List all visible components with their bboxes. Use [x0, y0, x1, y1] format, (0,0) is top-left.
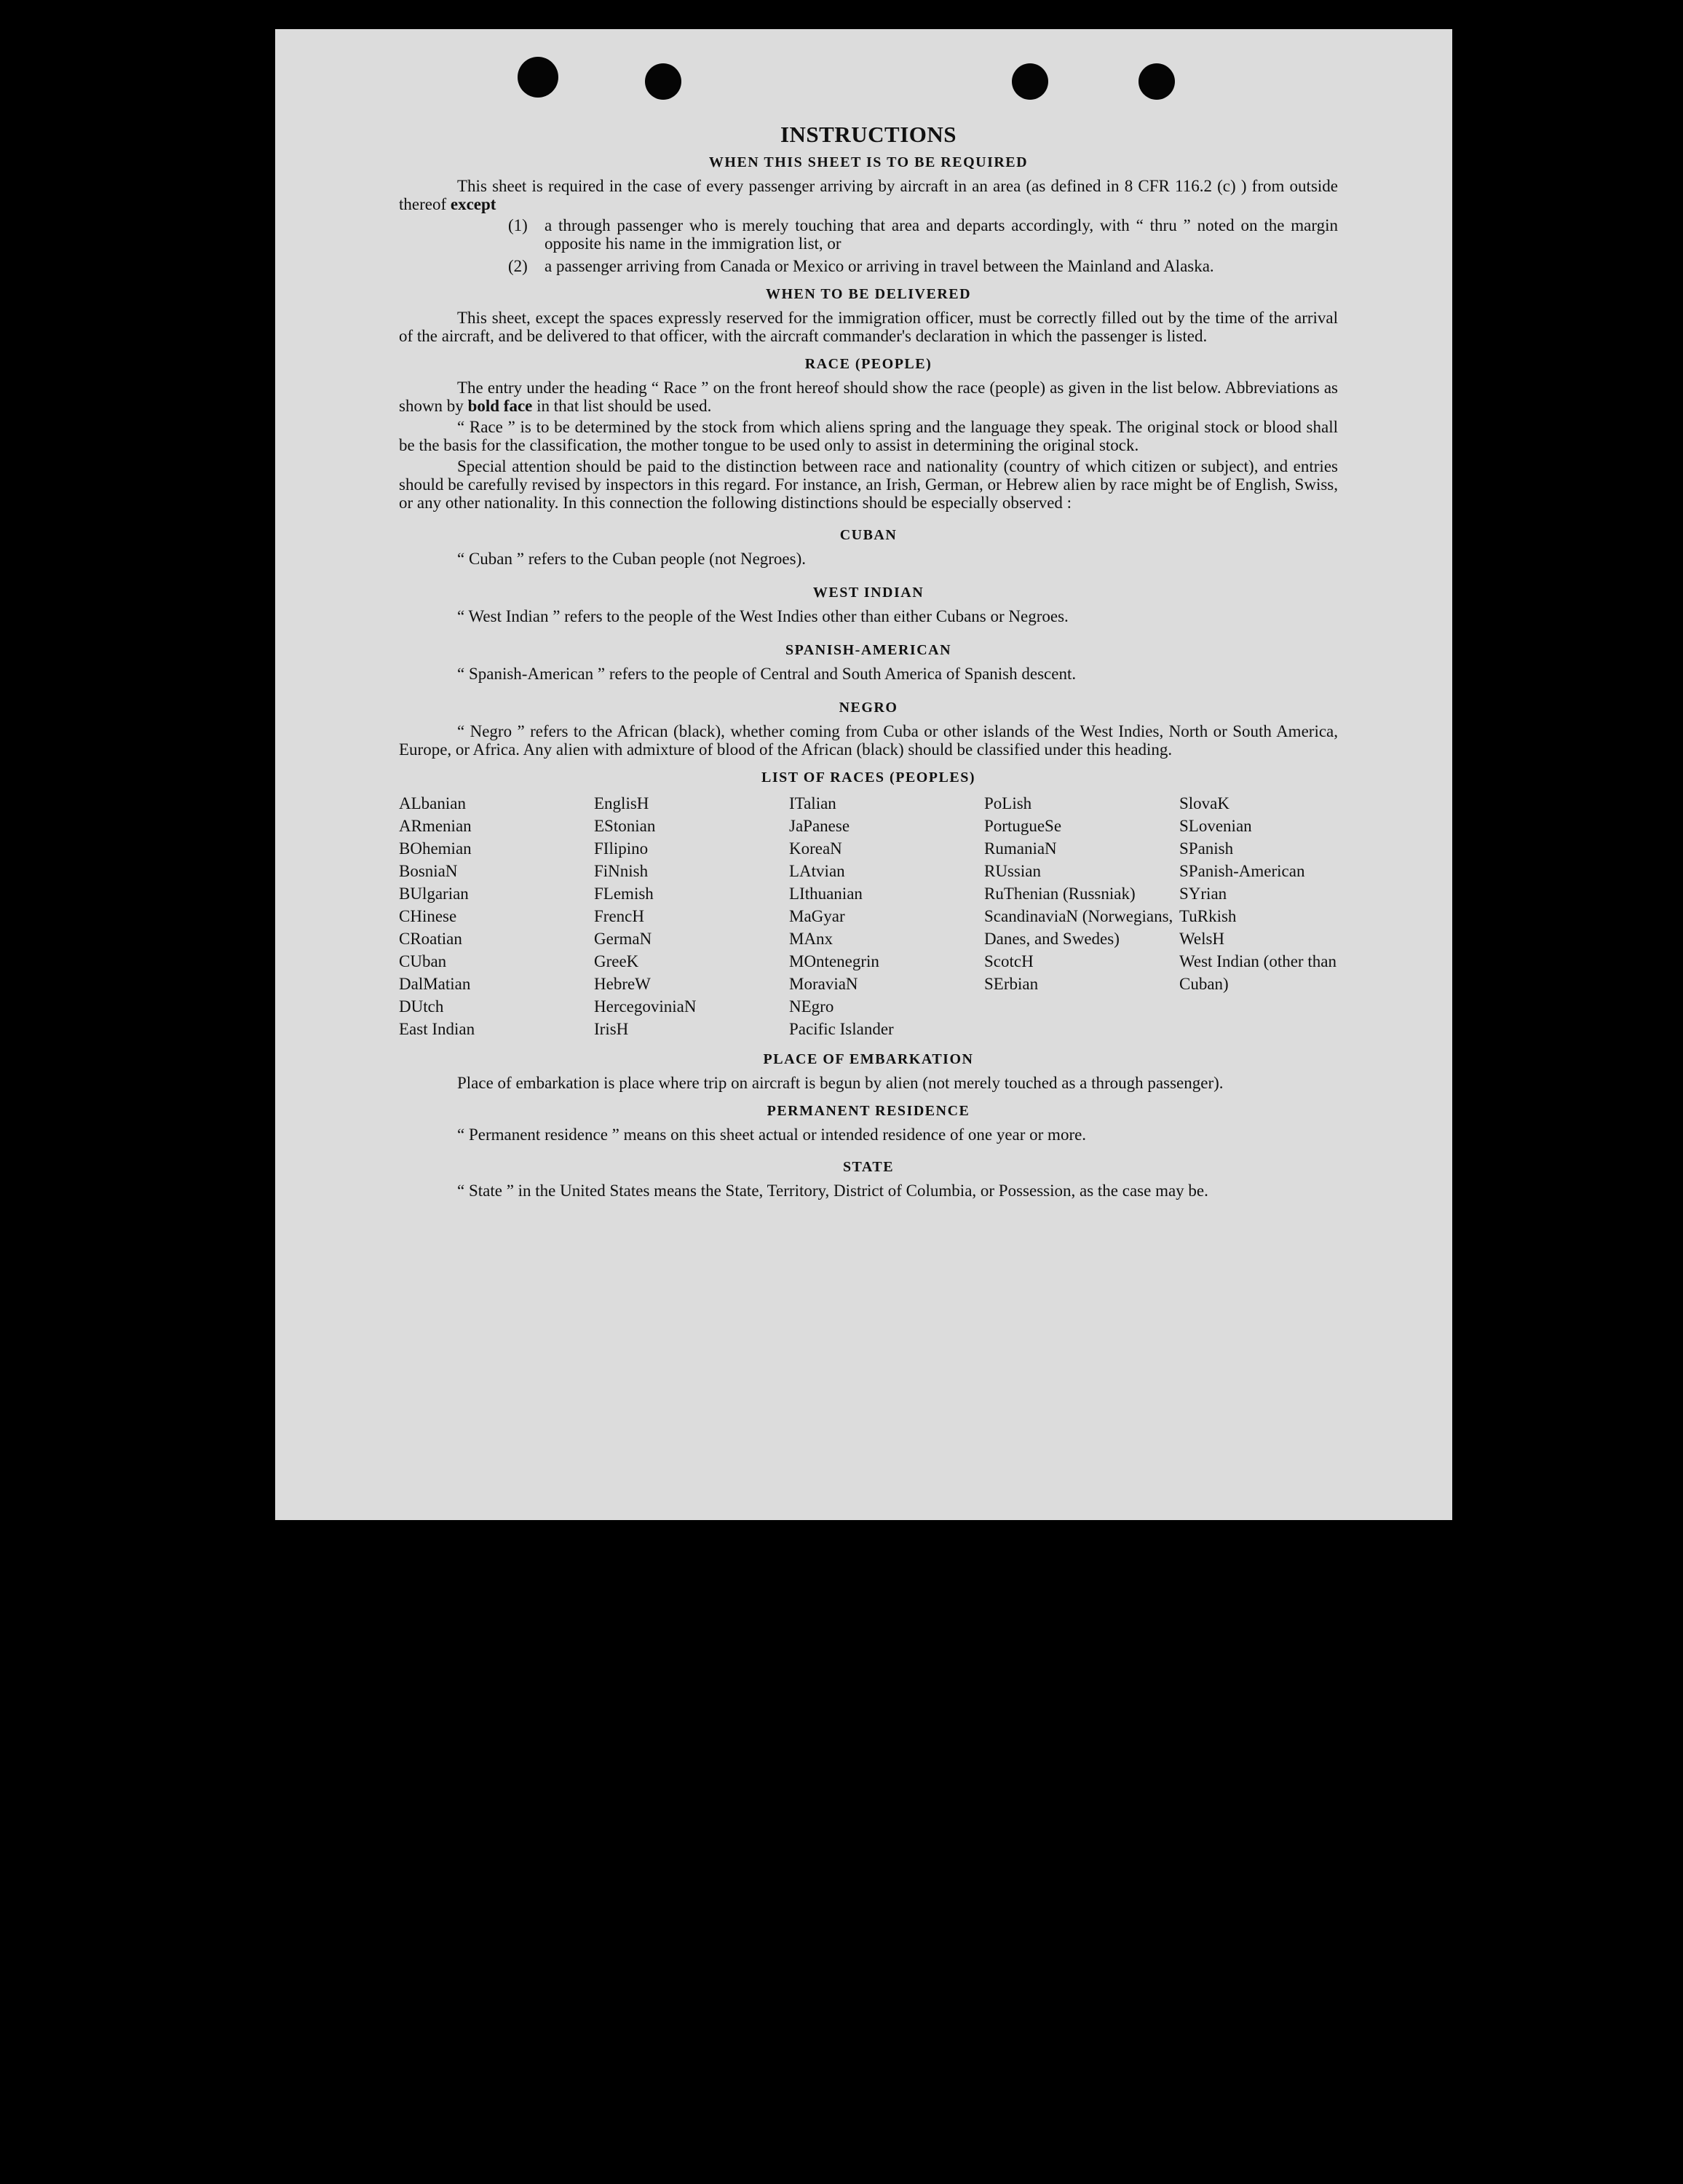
document-sheet: [275, 29, 1452, 1520]
list-item: [508, 216, 1338, 253]
punch-hole: [1012, 63, 1048, 100]
race-bold: bold face: [467, 397, 533, 415]
section-heading: RACE (PEOPLE): [804, 356, 932, 372]
races-list: [399, 792, 1338, 1040]
race-entry: ITalian: [789, 794, 836, 812]
section-heading: PLACE OF EMBARKATION: [763, 1051, 974, 1067]
race-entry: RuThenian (Russniak): [984, 885, 1136, 903]
race-entry: BosniaN: [399, 862, 458, 880]
race-entry: SLovenian: [1179, 817, 1252, 835]
paragraph: [399, 177, 1338, 213]
race-entry: FiNnish: [594, 862, 649, 880]
race-entry: MaGyar: [789, 907, 845, 925]
required-except: except: [450, 195, 496, 213]
section-heading: WHEN THIS SHEET IS TO BE REQUIRED: [708, 154, 1029, 170]
race-entry: NEgro: [789, 997, 834, 1016]
section-heading: NEGRO: [839, 700, 898, 716]
races-column-5: [1179, 792, 1374, 1040]
race-entry: ScandinaviaN (Norwegians, Danes, and Swedes): [984, 907, 1173, 948]
item-number: (1): [508, 216, 528, 234]
paragraph: “ State ” in the United States means the State, Territory, District of Columbia, or Possession, as the case may be.: [457, 1182, 1208, 1200]
race-text-b: in that list should be used.: [536, 397, 712, 415]
section-heading: SPANISH-AMERICAN: [785, 642, 952, 658]
punch-hole: [518, 57, 558, 98]
race-entry: IrisH: [594, 1020, 629, 1038]
race-entry: ScotcH: [984, 952, 1034, 970]
paragraph: [399, 379, 1338, 415]
instructions-content: [399, 122, 1338, 1203]
race-entry: DUtch: [399, 997, 444, 1016]
required-intro: This sheet is required in the case of every passenger arriving by aircraft in an area (as defined in 8 CFR 116.2 (c) ) from outside thereof: [399, 177, 1338, 213]
paragraph: “ Permanent residence ” means on this sheet actual or intended residence of one year or more.: [457, 1125, 1087, 1144]
punch-hole: [1138, 63, 1175, 100]
race-entry: SPanish: [1179, 839, 1234, 858]
races-column-1: [399, 792, 594, 1040]
race-entry: MOntenegrin: [789, 952, 879, 970]
race-entry: WelsH: [1179, 930, 1225, 948]
races-column-4: [984, 792, 1179, 1040]
race-entry: EnglisH: [594, 794, 649, 812]
race-entry: BOhemian: [399, 839, 472, 858]
paragraph: This sheet, except the spaces expressly reserved for the immigration officer, must be correctly filled out by the time of the arrival of the aircraft, and be delivered to that officer, with the aircraft commander's declaration in which the passenger is listed.: [399, 309, 1338, 345]
race-entry: ARmenian: [399, 817, 472, 835]
race-entry: MoraviaN: [789, 975, 858, 993]
race-entry: CHinese: [399, 907, 457, 925]
race-entry: HebreW: [594, 975, 651, 993]
punch-hole: [645, 63, 681, 100]
paragraph: “ Race ” is to be determined by the stock from which aliens spring and the language they speak. The original stock or blood shall be the basis for the classification, the mother tongue to be used only to assist in determining the original stock.: [399, 418, 1338, 454]
section-heading: STATE: [842, 1159, 895, 1175]
race-entry: JaPanese: [789, 817, 850, 835]
race-entry: ALbanian: [399, 794, 466, 812]
page-title: INSTRUCTIONS: [780, 122, 957, 147]
paragraph: “ Spanish-American ” refers to the people of Central and South America of Spanish descent.: [457, 665, 1077, 683]
section-heading: CUBAN: [839, 527, 898, 543]
paragraph: “ Cuban ” refers to the Cuban people (not Negroes).: [457, 550, 807, 568]
race-entry: East Indian: [399, 1020, 475, 1038]
item-text: a through passenger who is merely touching that area and departs accordingly, with “ thru ” noted on the margin opposite his name in the immigration list, or: [544, 216, 1338, 253]
race-entry: HercegoviniaN: [594, 997, 697, 1016]
section-heading: WEST INDIAN: [812, 585, 924, 601]
race-entry: RUssian: [984, 862, 1041, 880]
race-entry: PoLish: [984, 794, 1032, 812]
race-text-a: The entry under the heading “ Race ” on the front hereof should show the race (people) as given in the list below. Abbreviations as shown by: [399, 379, 1338, 415]
race-entry: Pacific Islander: [789, 1020, 894, 1038]
race-entry: LAtvian: [789, 862, 845, 880]
section-heading: LIST OF RACES (PEOPLES): [761, 769, 975, 786]
race-entry: SErbian: [984, 975, 1039, 993]
race-entry: SPanish-American: [1179, 862, 1305, 880]
race-entry: GermaN: [594, 930, 652, 948]
item-number: (2): [508, 257, 528, 275]
races-column-2: [594, 792, 789, 1040]
race-entry: FrencH: [594, 907, 644, 925]
race-entry: BUlgarian: [399, 885, 469, 903]
paragraph: “ West Indian ” refers to the people of the West Indies other than either Cubans or Negroes.: [457, 607, 1069, 625]
race-entry: CUban: [399, 952, 447, 970]
race-entry: RumaniaN: [984, 839, 1057, 858]
race-entry: CRoatian: [399, 930, 462, 948]
race-entry: LIthuanian: [789, 885, 863, 903]
race-entry: TuRkish: [1179, 907, 1237, 925]
paragraph: Place of embarkation is place where trip on aircraft is begun by alien (not merely touched as a through passenger).: [457, 1074, 1224, 1092]
list-item: [508, 257, 1338, 275]
race-entry: FIlipino: [594, 839, 649, 858]
race-entry: FLemish: [594, 885, 654, 903]
race-entry: West Indian (other than Cuban): [1179, 952, 1336, 993]
section-heading: WHEN TO BE DELIVERED: [765, 286, 972, 302]
races-column-3: [789, 792, 984, 1040]
item-text: a passenger arriving from Canada or Mexico or arriving in travel between the Mainland and Alaska.: [544, 257, 1214, 275]
paragraph: Special attention should be paid to the distinction between race and nationality (country of which citizen or subject), and entries should be carefully revised by inspectors in this regard. For instance, an Irish, German, or Hebrew alien by race might be of English, Swiss, or any other nationality. In this connection the following distinctions should be especially observed :: [399, 457, 1338, 512]
race-entry: PortugueSe: [984, 817, 1062, 835]
race-entry: GreeK: [594, 952, 639, 970]
race-entry: SYrian: [1179, 885, 1227, 903]
race-entry: MAnx: [789, 930, 833, 948]
race-entry: SlovaK: [1179, 794, 1229, 812]
paragraph: “ Negro ” refers to the African (black), whether coming from Cuba or other islands of the West Indies, North or South America, Europe, or Africa. Any alien with admixture of blood of the African (black) should be classified under this heading.: [399, 722, 1338, 759]
section-heading: PERMANENT RESIDENCE: [767, 1103, 970, 1119]
race-entry: KoreaN: [789, 839, 842, 858]
race-entry: DalMatian: [399, 975, 471, 993]
race-entry: EStonian: [594, 817, 656, 835]
